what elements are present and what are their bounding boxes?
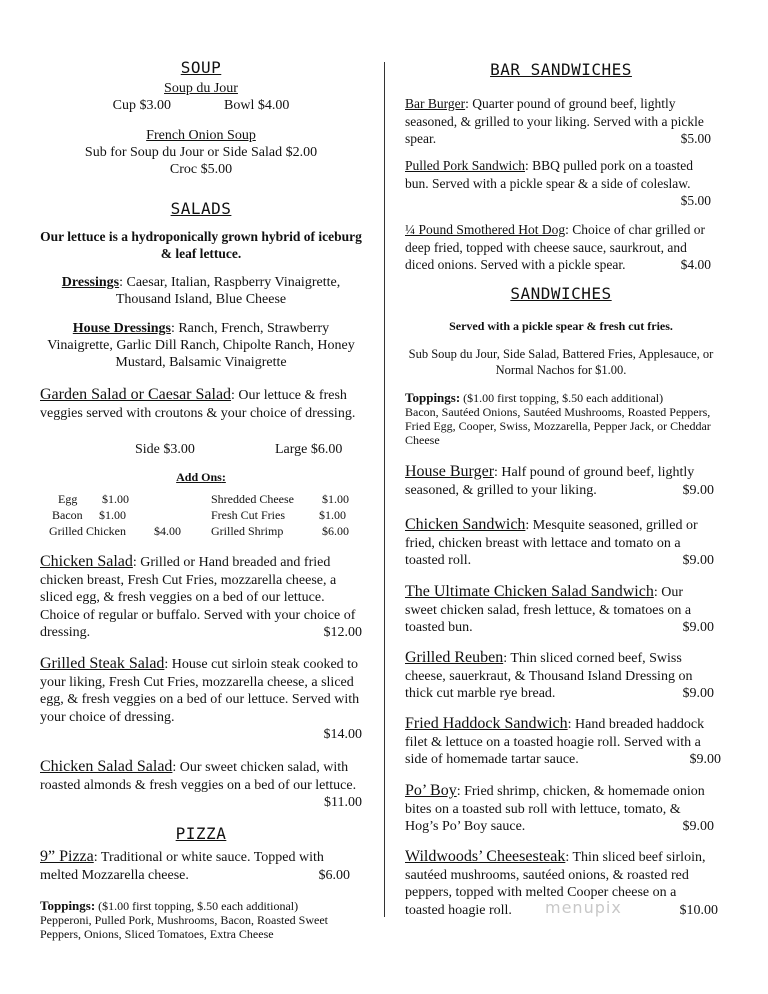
grilled-steak-salad: Grilled Steak Salad: House cut sirloin steak cooked to your liking, Fresh Cut Fries, mozzarella cheese, a sliced egg, & fresh veggies on a bed of our lettuce. Served with your choice of dressing. $14.00	[40, 655, 362, 742]
wildwoods-cheesesteak: Wildwoods’ Cheesesteak: Thin sliced beef sirloin, sautéed mushrooms, sautéed onions, & roasted red peppers, topped with melted Cooper cheese on a toasted hoagie roll. $10.00	[405, 848, 718, 918]
house-dressings: House Dressings: Ranch, French, Strawberry Vinaigrette, Garlic Dill Ranch, Chipolte Ranch, Honey Mustard, Balsamic Vinaigrette	[47, 321, 355, 370]
addon-egg: Egg	[58, 492, 78, 506]
garden-large-price: Large $6.00	[275, 442, 343, 457]
grilled-reuben: Grilled Reuben: Thin sliced corned beef, Swiss cheese, sauerkraut, & Thousand Island Dressing on thick cut marble rye bread. $9.00	[405, 649, 714, 701]
cheesesteak-price: $10.00	[679, 902, 718, 918]
french-onion-title: French Onion Soup	[146, 128, 256, 143]
steak-salad-price: $14.00	[323, 727, 362, 742]
add-ons-grid	[40, 492, 370, 540]
dressings: Dressings: Caesar, Italian, Raspberry Vinaigrette, Thousand Island, Blue Cheese	[61, 275, 341, 307]
bar-burger: Bar Burger: Quarter pound of ground beef, lightly seasoned, & grilled to your liking. Served with a pickle spear. $5.00	[405, 96, 711, 146]
addon-bacon-price: $1.00	[99, 508, 126, 522]
addon-grilled-chicken-price: $4.00	[154, 524, 181, 538]
french-onion-sub: Sub for Soup du Jour or Side Salad $2.00	[84, 145, 318, 160]
chicken-sandwich: Chicken Sandwich: Mesquite seasoned, grilled or fried, chicken breast with lettace and tomato on a toasted roll. $9.00	[405, 516, 714, 568]
pulled-pork-sandwich: Pulled Pork Sandwich: BBQ pulled pork on a toasted bun. Served with a pickle spear & a side of coleslaw. $5.00	[405, 158, 711, 208]
watermark: menupix	[545, 898, 622, 917]
sandwiches-heading: SANDWICHES	[510, 284, 612, 303]
addon-shrimp-price: $6.00	[322, 524, 349, 538]
chicken-salad-salad: Chicken Salad Salad: Our sweet chicken salad, with roasted almonds & fresh veggies on a bed of our lettuce. $11.00	[40, 758, 362, 810]
addon-bacon: Bacon	[52, 508, 83, 522]
po-boy-price: $9.00	[682, 819, 714, 834]
chicken-salad-price: $12.00	[323, 625, 362, 640]
add-ons-title: Add Ons:	[176, 470, 226, 484]
chicken-salad: Chicken Salad: Grilled or Hand breaded and fried chicken breast, Fresh Cut Fries, mozzarella cheese, a sliced egg, & fresh veggies on a bed of our lettuce. Choice of regular or buffalo. Served with your choice of dressing. $12.00	[40, 553, 362, 640]
ultimate-price: $9.00	[682, 620, 714, 635]
soup-du-jour-prices	[40, 97, 362, 114]
pizza-toppings: Toppings: ($1.00 first topping, $.50 each additional) Pepperoni, Pulled Pork, Mushrooms, Bacon, Roasted Sweet Peppers, Onions, Sliced Tomatoes, Extra Cheese	[40, 898, 328, 941]
ultimate-chicken-salad-sandwich: The Ultimate Chicken Salad Sandwich: Our sweet chicken salad, fresh lettuce, & tomatoes on a toasted bun. $9.00	[405, 583, 714, 635]
fried-haddock-sandwich: Fried Haddock Sandwich: Hand breaded haddock filet & lettuce on a toasted hoagie roll. Served with a side of homemade tartar sauce. $9.00	[405, 715, 721, 767]
french-onion-croc: Croc $5.00	[169, 162, 233, 177]
addon-shrimp: Grilled Shrimp	[211, 524, 284, 538]
addon-cheese-price: $1.00	[322, 492, 349, 506]
sandwiches-note: Served with a pickle spear & fresh cut fries.	[449, 319, 673, 333]
pizza-heading: PIZZA	[175, 824, 227, 843]
garden-side-price: Side $3.00	[135, 442, 195, 457]
haddock-price: $9.00	[689, 752, 721, 767]
pulled-pork-price: $5.00	[680, 193, 711, 208]
house-burger: House Burger: Half pound of ground beef, lightly seasoned, & grilled to your liking. $9.00	[405, 463, 714, 498]
chicken-sandwich-price: $9.00	[682, 553, 714, 568]
soup-du-jour-title: Soup du Jour	[164, 81, 238, 96]
soup-heading: SOUP	[180, 58, 222, 77]
lettuce-note: Our lettuce is a hydroponically grown hybrid of iceburg & leaf lettuce.	[40, 229, 362, 261]
addon-fries: Fresh Cut Fries	[211, 508, 286, 522]
column-divider	[384, 62, 385, 917]
hot-dog: ¼ Pound Smothered Hot Dog: Choice of char grilled or deep fried, topped with cheese sauce, saurkrout, and diced onions. Served with a pickle spear. $4.00	[405, 222, 711, 272]
addon-egg-price: $1.00	[102, 492, 129, 506]
addon-row	[40, 492, 370, 508]
chicken-salad-salad-price: $11.00	[324, 795, 362, 810]
pizza-item: 9” Pizza: Traditional or white sauce. Topped with melted Mozzarella cheese. $6.00	[40, 848, 350, 883]
hot-dog-price: $4.00	[680, 257, 711, 272]
addon-row	[40, 508, 370, 524]
sandwiches-sub: Sub Soup du Jour, Side Salad, Battered Fries, Applesauce, or Normal Nachos for $1.00.	[408, 347, 714, 377]
garden-salad: Garden Salad or Caesar Salad: Our lettuce & fresh veggies served with croutons & your choice of dressing.	[40, 386, 356, 421]
addon-grilled-chicken: Grilled Chicken	[49, 524, 126, 538]
pizza-price: $6.00	[318, 867, 350, 883]
cup-price: Cup $3.00	[112, 98, 171, 113]
salads-heading: SALADS	[170, 199, 232, 218]
sandwich-toppings: Toppings: ($1.00 first topping, $.50 each additional) Bacon, Sautéed Onions, Sautéed Mushrooms, Roasted Peppers, Fried Egg, Cooper, Swiss, Mozzarella, Pepper Jack, or Cheddar Cheese	[405, 390, 711, 447]
bowl-price: Bowl $4.00	[224, 98, 290, 113]
addon-cheese: Shredded Cheese	[211, 492, 294, 506]
po-boy: Po’ Boy: Fried shrimp, chicken, & homemade onion bites on a toasted sub roll with lettuce, tomato, & Hog’s Po’ Boy sauce. $9.00	[405, 782, 714, 834]
bar-burger-price: $5.00	[680, 131, 711, 146]
addon-fries-price: $1.00	[319, 508, 346, 522]
addon-row	[40, 524, 370, 540]
house-burger-price: $9.00	[682, 482, 714, 498]
bar-sandwiches-heading: BAR SANDWICHES	[490, 60, 632, 79]
reuben-price: $9.00	[682, 686, 714, 701]
